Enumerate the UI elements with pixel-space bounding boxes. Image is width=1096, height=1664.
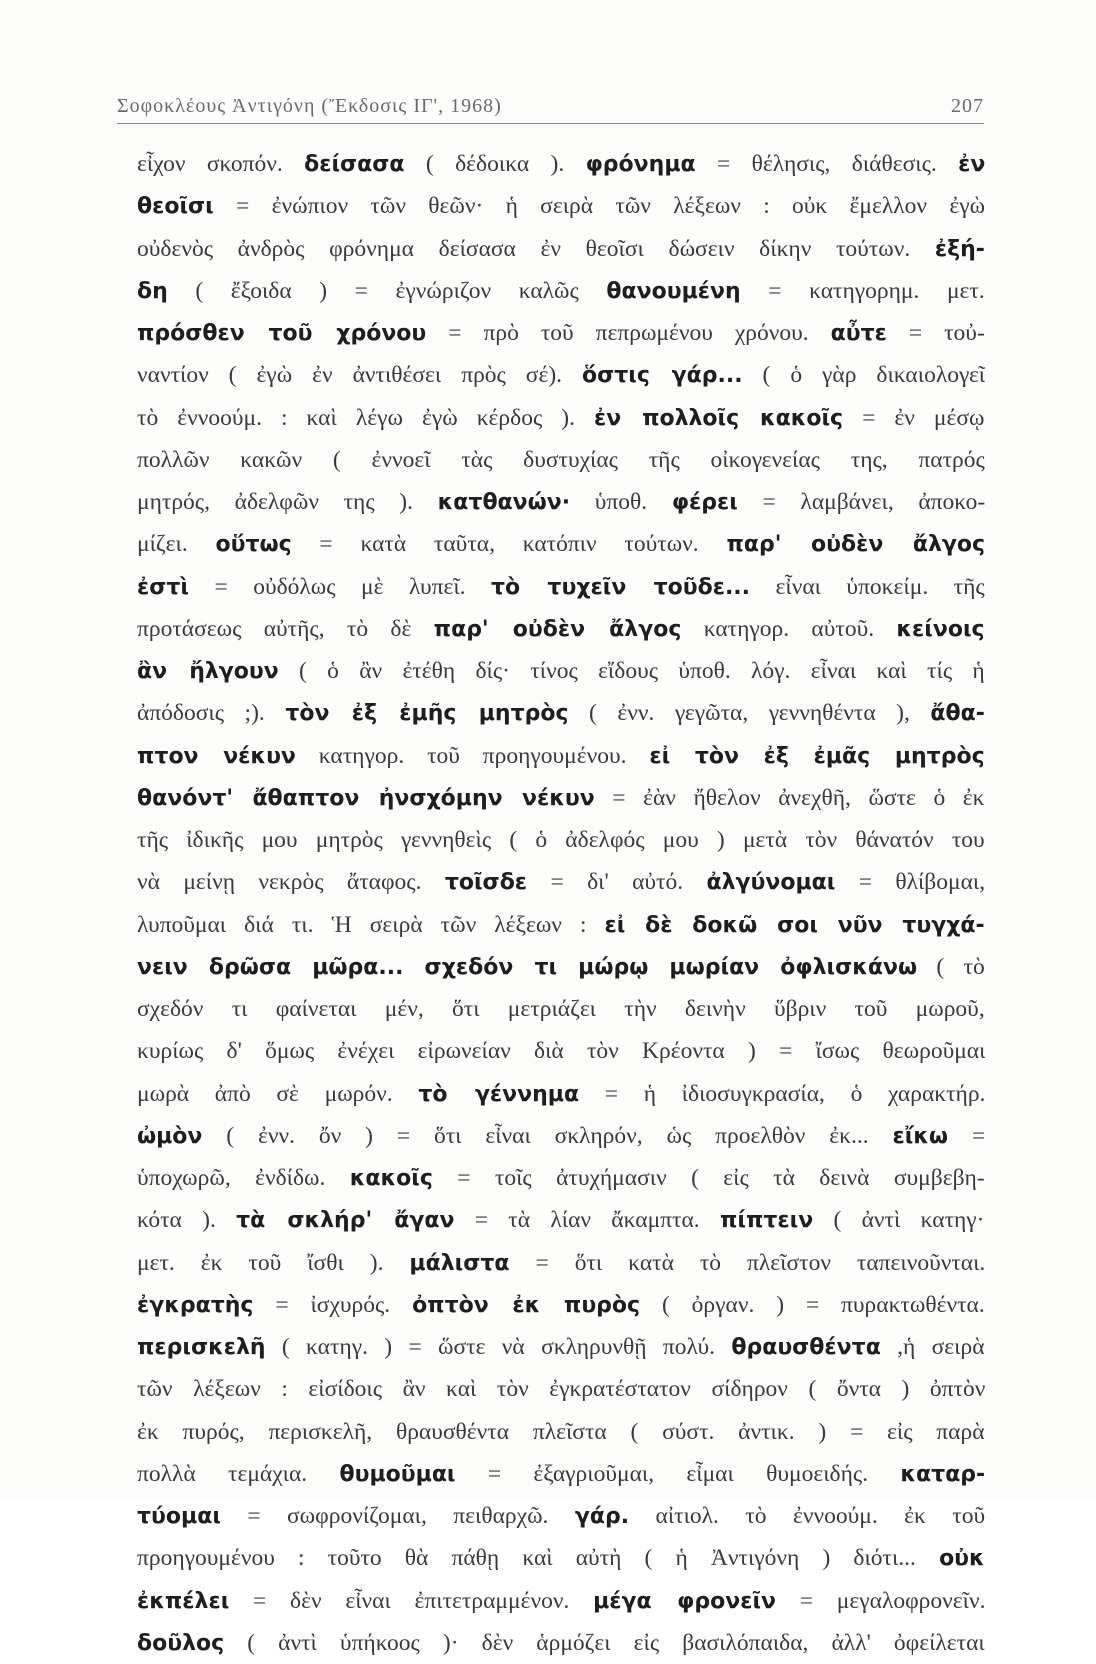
gloss-text: = ἰσχυρός.	[253, 1291, 413, 1318]
text-line	[137, 904, 985, 946]
text-line	[137, 1368, 985, 1410]
lemma-term: εἰ δὲ δοκῶ σοι νῦν τυγχά-	[604, 912, 985, 938]
lemma-term: παρ' οὐδὲν ἄλγος	[726, 532, 985, 558]
text-line	[137, 1537, 985, 1579]
gloss-text: πολλὰ τεμάχια.	[137, 1460, 340, 1487]
lemma-term: θανουμένη	[606, 278, 741, 304]
lemma-term: ἂν ἤλγουν	[137, 659, 279, 684]
gloss-text: τῶν λέξεων : εἰσίδοις ἂν καὶ τὸν ἐγκρατέστατον σίδηρον ( ὄντα ) ὀπτὸν	[137, 1376, 985, 1403]
gloss-text: σχεδόν τι φαίνεται μέν, ὅτι μετριάζει τὴν δεινὴν ὕβριν τοῦ μωροῦ,	[137, 996, 985, 1022]
gloss-text: μητρός, ἀδελφῶν της ).	[137, 489, 438, 515]
gloss-text: μωρὰ ἀπὸ σὲ μωρόν.	[137, 1080, 419, 1107]
gloss-text: ,ἡ σειρὰ	[880, 1334, 985, 1360]
text-line	[137, 566, 985, 608]
text-line	[137, 523, 985, 565]
lemma-term: τύομαι	[137, 1504, 221, 1529]
lemma-term: ἐν	[958, 152, 985, 177]
gloss-text: = δὲν εἶναι ἐπιτετραμμένον.	[229, 1587, 594, 1614]
text-line	[137, 270, 985, 312]
text-line	[137, 1326, 985, 1368]
lemma-term: θανόντ' ἄθαπτον ἠνσχόμην νέκυν	[137, 785, 595, 811]
gloss-text: ἀπόδοσις ;).	[137, 700, 286, 727]
gloss-text: εἶναι ὑποκείμ. τῆς	[750, 573, 985, 600]
lemma-term: ἀλγύνομαι	[706, 870, 836, 896]
gloss-text: ( ἀντὶ ὑπήκοος )· δὲν ἁρμόζει εἰς βασιλόπαιδα, ἀλλ' ὀφείλεται	[224, 1629, 985, 1656]
gloss-text: = τὰ λίαν ἄκαμπτα.	[454, 1207, 720, 1234]
gloss-text: = κατηγορημ. μετ.	[740, 277, 985, 304]
lemma-term: περισκελῆ	[137, 1335, 266, 1360]
lemma-term: τὸν ἐξ ἐμῆς μητρὸς	[285, 701, 569, 727]
lemma-term: ὀπτὸν ἐκ πυρὸς	[412, 1292, 641, 1318]
gloss-text: προηγουμένου : τοῦτο θὰ πάθῃ καὶ αὐτὴ ( ἡ Ἀντιγόνη ) διότι...	[137, 1545, 940, 1572]
gloss-text: = ἐὰν ἤθελον ἀνεχθῆ, ὥστε ὁ ἐκ	[594, 784, 985, 811]
text-line	[137, 397, 985, 439]
lemma-term: φέρει	[671, 490, 738, 515]
gloss-text: κυρίως δ' ὅμως ἐνέχει εἰρωνείαν διὰ τὸν Κρέοντα ) = ἴσως θεωροῦμαι	[137, 1038, 985, 1065]
gloss-text: κατηγορ. αὐτοῦ.	[681, 615, 897, 642]
lemma-term: ἐν πολλοῖς κακοῖς	[594, 405, 844, 431]
lemma-term: κείνοις	[896, 616, 985, 642]
gloss-text: ( ὀργαν. ) = πυρακτωθέντα.	[640, 1291, 985, 1318]
gloss-text: οὐδενὸς ἀνδρὸς φρόνημα δείσασα ἐν θεοῖσι δώσειν δίκην τούτων.	[137, 235, 935, 262]
text-line	[137, 1411, 985, 1453]
lemma-term: τὰ σκλήρ' ἄγαν	[236, 1208, 455, 1234]
commentary-text	[137, 143, 985, 1664]
gloss-text: λυποῦμαι διά τι. Ἡ σειρὰ τῶν λέξεων :	[137, 911, 605, 938]
lemma-term: θεοῖσι	[137, 194, 214, 220]
lemma-term: κακοῖς	[349, 1166, 433, 1191]
gloss-text: = τοὐ-	[886, 320, 985, 346]
text-line	[137, 481, 985, 523]
running-head	[117, 84, 984, 118]
gloss-text: = τοῖς ἀτυχήμασιν ( εἰς τὰ δεινὰ συμβεβη-	[432, 1165, 985, 1191]
gloss-text: = θέλησις, διάθεσις.	[695, 151, 959, 177]
gloss-text: = ἡ ἰδιοσυγκρασία, ὁ χαρακτήρ.	[579, 1080, 985, 1107]
text-line	[137, 692, 985, 734]
text-line	[137, 185, 985, 227]
lemma-term: πρόσθεν τοῦ χρόνου	[137, 321, 427, 346]
gloss-text: ( τὸ	[917, 953, 985, 980]
lemma-term: εἴκω	[892, 1123, 949, 1149]
gloss-text: μίζει.	[137, 531, 216, 558]
text-line	[137, 143, 985, 185]
gloss-text: ( ὁ ἂν ἐτέθη δίς· τίνος εἴδους ὑποθ. λόγ. εἶναι καὶ τίς ἡ	[278, 658, 985, 684]
lemma-term: γάρ.	[574, 1504, 630, 1529]
gloss-text: ( ἐνν. γεγῶτα, γεννηθέντα ),	[568, 700, 931, 727]
text-line	[137, 1495, 985, 1537]
gloss-text: προτάσεως αὐτῆς, τὸ δὲ	[137, 615, 434, 642]
gloss-text: αἰτιολ. τὸ ἐννοούμ. ἐκ τοῦ	[629, 1503, 985, 1529]
gloss-text: ναντίον ( ἐγὼ ἐν ἀντιθέσει πρὸς σέ).	[137, 362, 583, 389]
page-number: 207	[951, 95, 984, 117]
text-line	[137, 988, 985, 1030]
lemma-term: ἐγκρατὴς	[137, 1292, 254, 1318]
text-line	[137, 735, 985, 777]
lemma-term: δη	[137, 278, 168, 304]
lemma-term: μάλιστα	[409, 1250, 510, 1276]
gloss-text: ( κατηγ. ) = ὥστε νὰ σκληρυνθῇ πολύ.	[265, 1334, 732, 1360]
text-line	[137, 1073, 985, 1115]
lemma-term: κατθανών·	[437, 490, 571, 515]
text-line	[137, 1199, 985, 1241]
gloss-text: κατηγορ. τοῦ προηγουμένου.	[295, 742, 650, 769]
gloss-text: κότα ).	[137, 1207, 237, 1234]
lemma-term: πτον νέκυν	[137, 743, 296, 769]
gloss-text: = οὐδόλως μὲ λυπεῖ.	[189, 573, 492, 600]
gloss-text: ( δέδοικα ).	[404, 151, 586, 177]
text-line	[137, 946, 985, 988]
lemma-term: θυμοῦμαι	[339, 1461, 456, 1487]
gloss-text: νὰ μείνῃ νεκρὸς ἄταφος.	[137, 869, 445, 896]
lemma-term: αὖτε	[830, 321, 887, 346]
lemma-term: οὕτως	[215, 532, 292, 558]
lemma-term: ἐκπέλει	[137, 1588, 230, 1614]
gloss-text: ὑποθ.	[570, 489, 672, 515]
lemma-term: θραυσθέντα	[731, 1335, 881, 1360]
header-rule	[117, 123, 984, 124]
text-line	[137, 354, 985, 396]
text-line	[137, 1157, 985, 1199]
text-line	[137, 650, 985, 692]
gloss-text: εἶχον σκοπόν.	[137, 151, 305, 177]
gloss-text: = ἐξαγριοῦμαι, εἶμαι θυμοειδής.	[455, 1460, 901, 1487]
gloss-text: = λαμβάνει, ἀποκο-	[737, 489, 985, 515]
gloss-text: = κατὰ ταῦτα, κατόπιν τούτων.	[291, 531, 727, 558]
text-line	[137, 1284, 985, 1326]
gloss-text: = πρὸ τοῦ πεπρωμένου χρόνου.	[426, 320, 831, 346]
gloss-text: = ἐν μέσῳ	[843, 404, 985, 431]
lemma-term: εἰ τὸν ἐξ ἐμᾶς μητρὸς	[649, 743, 985, 769]
lemma-term: ὅστις γάρ...	[582, 363, 743, 389]
text-line	[137, 608, 985, 650]
running-title: Σοφοκλέους Ἀντιγόνη (Ἔκδοσις ΙΓ', 1968)	[117, 95, 502, 117]
lemma-term: ἐστὶ	[137, 574, 189, 600]
text-line	[137, 312, 985, 354]
gloss-text: = ὅτι κατὰ τὸ πλεῖστον ταπεινοῦνται.	[509, 1249, 985, 1276]
text-line	[137, 1580, 985, 1622]
lemma-term: ἐξή-	[934, 236, 985, 262]
lemma-term: πίπτειν	[719, 1208, 814, 1234]
lemma-term: νειν δρῶσα μῶρα... σχεδόν τι μώρῳ μωρίαν ὀφλισκάνω	[137, 954, 918, 980]
gloss-text: ( ἀντὶ κατηγ·	[813, 1207, 985, 1234]
text-line	[137, 1030, 985, 1072]
lemma-term: μέγα φρονεῖν	[593, 1588, 777, 1614]
text-line	[137, 861, 985, 903]
gloss-text: = σωφρονίζομαι, πειθαρχῶ.	[220, 1503, 575, 1529]
lemma-term: καταρ-	[900, 1461, 985, 1487]
gloss-text: ( ἔξοιδα ) = ἐγνώριζον καλῶς	[167, 277, 607, 304]
lemma-term: δοῦλος	[137, 1630, 225, 1656]
text-line	[137, 1242, 985, 1284]
lemma-term: τοῖσδε	[444, 870, 528, 896]
text-line	[137, 1453, 985, 1495]
gloss-text: =	[948, 1122, 985, 1149]
gloss-text: = θλίβομαι,	[835, 869, 985, 896]
gloss-text: = δι' αὐτό.	[527, 869, 707, 896]
gloss-text: ( ὁ γὰρ δικαιολογεῖ	[742, 362, 985, 389]
text-line	[137, 1622, 985, 1664]
text-line	[137, 439, 985, 481]
gloss-text: πολλῶν κακῶν ( ἐννοεῖ τὰς δυστυχίας τῆς οἰκογενείας της, πατρός	[137, 446, 985, 473]
gloss-text: τὸ ἐννοούμ. : καὶ λέγω ἐγὼ κέρδος ).	[137, 404, 595, 431]
lemma-term: φρόνημα	[585, 152, 696, 177]
lemma-term: παρ' οὐδὲν ἄλγος	[433, 616, 682, 642]
lemma-term: ὠμὸν	[137, 1123, 203, 1149]
gloss-text: ἐκ πυρός, περισκελῆ, θραυσθέντα πλεῖστα ( σύστ. ἀντικ. ) = εἰς παρὰ	[137, 1418, 985, 1445]
text-line	[137, 777, 985, 819]
text-line	[137, 1115, 985, 1157]
gloss-text: = ἐνώπιον τῶν θεῶν· ἡ σειρὰ τῶν λέξεων : οὐκ ἔμελλον ἐγὼ	[213, 193, 985, 220]
lemma-term: οὐκ	[939, 1546, 985, 1572]
lemma-term: δείσασα	[304, 152, 405, 177]
gloss-text: ὑποχωρῶ, ἐνδίδω.	[137, 1165, 350, 1191]
gloss-text: ( ἐνν. ὄν ) = ὅτι εἶναι σκληρόν, ὡς προελθὸν ἐκ...	[202, 1122, 893, 1149]
text-line	[137, 819, 985, 861]
lemma-term: τὸ γέννημα	[418, 1081, 580, 1107]
gloss-text: μετ. ἐκ τοῦ ἴσθι ).	[137, 1249, 410, 1276]
gloss-text: = μεγαλοφρονεῖν.	[776, 1587, 985, 1614]
lemma-term: τὸ τυχεῖν τοῦδε...	[491, 574, 751, 600]
lemma-term: ἄθα-	[930, 701, 985, 727]
gloss-text: τῆς ἰδικῆς μου μητρὸς γεννηθεὶς ( ὁ ἀδελφός μου ) μετὰ τὸν θάνατόν του	[137, 827, 985, 853]
text-line	[137, 228, 985, 270]
